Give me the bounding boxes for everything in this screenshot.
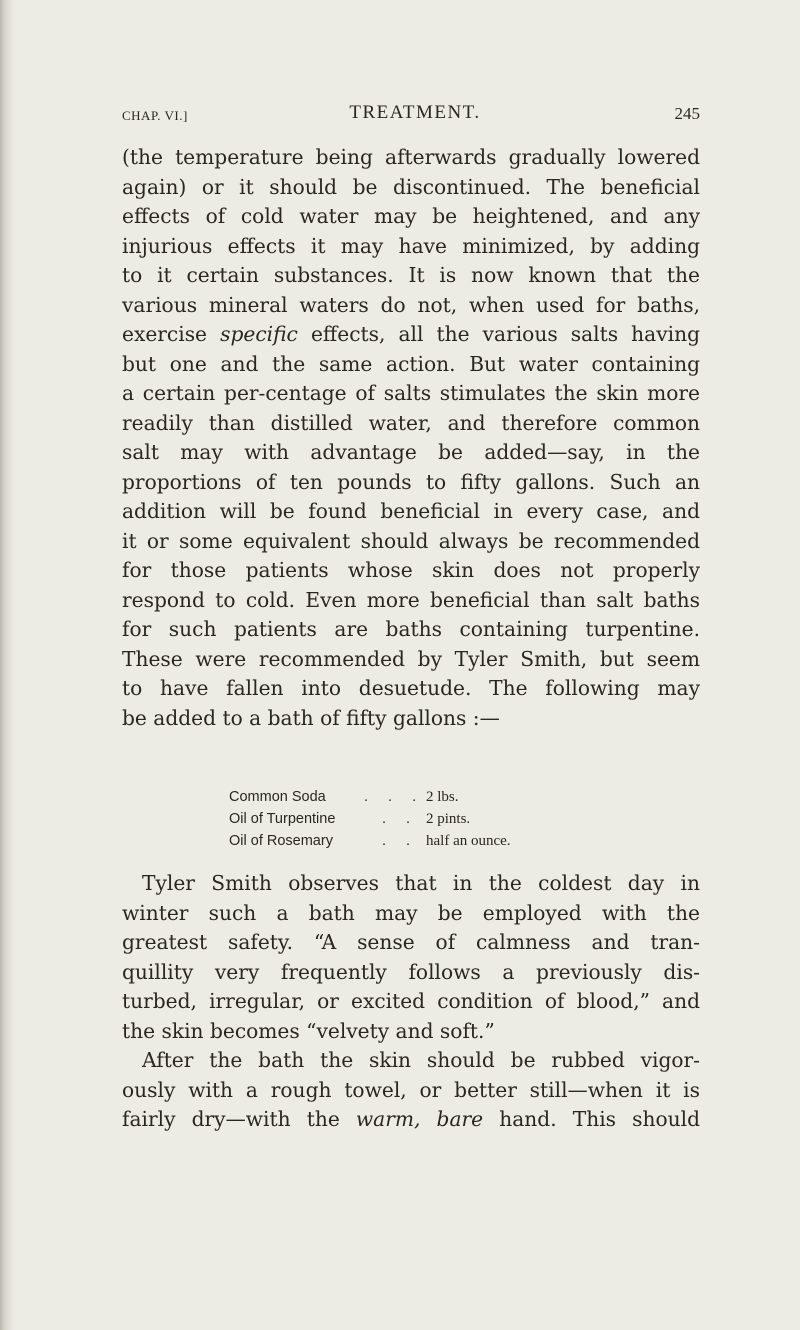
text-segment: exercise bbox=[122, 322, 207, 346]
recipe-row bbox=[229, 786, 649, 808]
text-line: various mineral waters do not, when used for baths, bbox=[122, 292, 700, 317]
recipe-ingredient: Oil of Rosemary bbox=[229, 833, 333, 849]
text-line: to it certain substances. It is now known that the bbox=[122, 263, 700, 287]
italic-text-segment: specific bbox=[220, 322, 298, 346]
italic-text-segment: warm, bare bbox=[355, 1107, 484, 1131]
recipe-row bbox=[229, 808, 649, 830]
paragraph-2 bbox=[122, 869, 700, 1135]
text-line: it or some equivalent should always be recommended bbox=[122, 528, 700, 553]
recipe-leader-dots: . . . bbox=[364, 789, 425, 805]
text-line-mixed bbox=[122, 320, 700, 350]
text-segment: fairly dry—with the bbox=[122, 1107, 340, 1131]
text-line-mixed bbox=[122, 1105, 700, 1135]
text-line: winter such a bath may be employed with the bbox=[122, 900, 700, 925]
text-line: the skin becomes “velvety and soft.” bbox=[122, 1018, 495, 1043]
text-line: again) or it should be discontinued. The beneficial bbox=[122, 174, 700, 199]
text-line: but one and the same action. But water containing bbox=[122, 351, 700, 376]
text-line: greatest safety. “A sense of calmness and tran- bbox=[122, 930, 700, 954]
recipe-ingredient: Common Soda bbox=[229, 789, 326, 805]
text-line: turbed, irregular, or excited condition of blood,” and bbox=[122, 989, 700, 1013]
running-title: TREATMENT. bbox=[349, 102, 481, 123]
text-line: quillity very frequently follows a previously dis- bbox=[122, 959, 700, 984]
text-line: for those patients whose skin does not properly bbox=[122, 558, 700, 582]
paragraph-1 bbox=[122, 143, 700, 733]
text-line: ously with a rough towel, or better still—when it is bbox=[122, 1077, 700, 1102]
text-segment: hand. This should bbox=[499, 1107, 701, 1131]
text-line: injurious effects it may have minimized, by adding bbox=[122, 233, 700, 258]
text-line: for such patients are baths containing turpentine. bbox=[122, 617, 700, 641]
text-line: a certain per-centage of salts stimulates the skin more bbox=[122, 381, 700, 405]
recipe-ingredient: Oil of Turpentine bbox=[229, 811, 336, 827]
recipe-amount: half an ounce. bbox=[426, 833, 511, 849]
text-line: salt may with advantage be added—say, in the bbox=[122, 440, 700, 464]
text-line: readily than distilled water, and therefore common bbox=[122, 410, 700, 435]
text-line: proportions of ten pounds to fifty gallons. Such an bbox=[122, 469, 700, 494]
bath-recipe-list bbox=[229, 786, 649, 852]
recipe-leader-dots: . . bbox=[382, 833, 419, 849]
chapter-label: CHAP. VI.] bbox=[122, 108, 188, 123]
recipe-amount: 2 pints. bbox=[426, 811, 471, 827]
page-number: 245 bbox=[674, 104, 700, 123]
recipe-leader-dots: . . bbox=[382, 811, 419, 827]
recipe-row bbox=[229, 830, 649, 852]
text-line: Tyler Smith observes that in the coldest day in bbox=[142, 871, 700, 895]
recipe-amount: 2 lbs. bbox=[426, 789, 459, 805]
text-line: effects of cold water may be heightened, and any bbox=[122, 204, 700, 228]
text-segment: effects, all the various salts having bbox=[310, 322, 701, 346]
text-line: respond to cold. Even more beneficial than salt baths bbox=[122, 587, 700, 612]
text-line: be added to a bath of fifty gallons :— bbox=[122, 705, 500, 730]
text-line: addition will be found beneficial in every case, and bbox=[122, 499, 700, 523]
running-header bbox=[122, 100, 700, 130]
page-binding-edge bbox=[0, 0, 14, 1330]
text-line: to have fallen into desuetude. The following may bbox=[122, 676, 700, 700]
text-line: These were recommended by Tyler Smith, but seem bbox=[122, 646, 700, 671]
text-line: (the temperature being afterwards gradually lowered bbox=[122, 145, 700, 169]
text-line: After the bath the skin should be rubbed vigor- bbox=[142, 1048, 700, 1072]
